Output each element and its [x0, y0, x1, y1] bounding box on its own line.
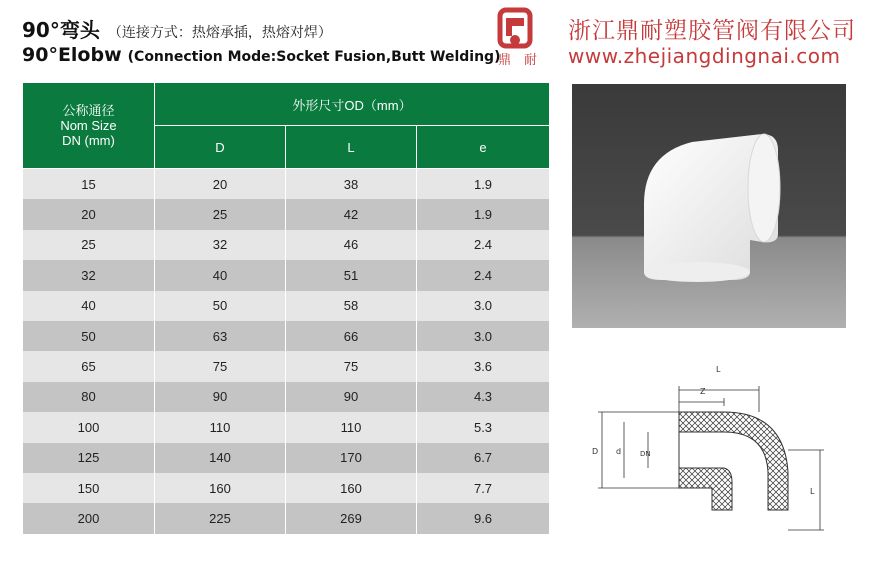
cell-l: 269 [286, 503, 417, 533]
cell-l: 170 [286, 443, 417, 473]
cell-l: 58 [286, 291, 417, 321]
cell-d: 75 [155, 351, 286, 381]
table-row [23, 503, 550, 533]
spec-table [22, 82, 550, 534]
cell-d: 25 [155, 199, 286, 229]
cell-l: 66 [286, 321, 417, 351]
cell-dn: 150 [23, 473, 155, 503]
cell-l: 38 [286, 169, 417, 200]
title-cn-sub: （连接方式：热熔承插，热熔对焊） [107, 25, 332, 41]
cell-d: 63 [155, 321, 286, 351]
drawing-label-d-lower: d [616, 447, 622, 456]
table-row [23, 321, 550, 351]
company-name: 浙江鼎耐塑胶管阀有限公司 [568, 18, 856, 44]
cell-d: 32 [155, 230, 286, 260]
table-row [23, 412, 550, 442]
cell-dn: 65 [23, 351, 155, 381]
title-en-sub: (Connection Mode:Socket Fusion,Butt Welding) [127, 49, 501, 65]
cell-dn: 50 [23, 321, 155, 351]
cell-e: 5.3 [417, 412, 550, 442]
cell-e: 2.4 [417, 230, 550, 260]
cell-e: 9.6 [417, 503, 550, 533]
title-cn-main: 90°弯头 [22, 18, 100, 42]
cell-e: 3.0 [417, 321, 550, 351]
cell-dn: 32 [23, 260, 155, 290]
table-row [23, 382, 550, 412]
drawing-label-dn: DN [640, 450, 651, 458]
col-header-d: D [155, 126, 286, 169]
table-row [23, 291, 550, 321]
cell-e: 1.9 [417, 199, 550, 229]
cell-e: 1.9 [417, 169, 550, 200]
logo-char-1: 鼎 [498, 53, 512, 68]
drawing-label-z: Z [700, 387, 706, 396]
table-row [23, 351, 550, 381]
cell-d: 110 [155, 412, 286, 442]
cell-l: 51 [286, 260, 417, 290]
col-header-e: e [417, 126, 550, 169]
cell-e: 7.7 [417, 473, 550, 503]
logo-char-2: 耐 [524, 53, 538, 68]
company-logo [484, 6, 548, 68]
table-row [23, 230, 550, 260]
drawing-label-l-top: L [716, 365, 721, 374]
cell-e: 4.3 [417, 382, 550, 412]
od-header: 外形尺寸OD（mm） [155, 83, 550, 126]
cell-l: 90 [286, 382, 417, 412]
cell-dn: 200 [23, 503, 155, 533]
cell-l: 46 [286, 230, 417, 260]
drawing-label-d-upper: D [592, 447, 599, 456]
cell-e: 3.6 [417, 351, 550, 381]
cell-dn: 25 [23, 230, 155, 260]
table-body [23, 169, 550, 534]
cell-dn: 125 [23, 443, 155, 473]
drawing-label-l-side: L [810, 487, 815, 496]
nom-size-header [23, 83, 155, 169]
cell-d: 20 [155, 169, 286, 200]
table-row [23, 443, 550, 473]
product-photo [572, 84, 846, 328]
cell-l: 75 [286, 351, 417, 381]
cell-e: 3.0 [417, 291, 550, 321]
cell-d: 225 [155, 503, 286, 533]
cell-d: 140 [155, 443, 286, 473]
nom-header-en: Nom Size [60, 117, 117, 133]
cell-dn: 80 [23, 382, 155, 412]
title-en-main: 90°Elobw [22, 44, 122, 66]
title-chinese [22, 14, 332, 43]
cell-e: 6.7 [417, 443, 550, 473]
nom-header-cn: 公称通径 [62, 102, 115, 118]
cell-d: 90 [155, 382, 286, 412]
cell-l: 160 [286, 473, 417, 503]
website-link[interactable]: www.zhejiangdingnai.com [568, 44, 841, 68]
cell-d: 40 [155, 260, 286, 290]
table-row [23, 199, 550, 229]
cell-d: 160 [155, 473, 286, 503]
cell-dn: 15 [23, 169, 155, 200]
cell-l: 110 [286, 412, 417, 442]
cell-dn: 100 [23, 412, 155, 442]
title-english [22, 44, 500, 66]
table-row [23, 169, 550, 200]
cell-e: 2.4 [417, 260, 550, 290]
cell-l: 42 [286, 199, 417, 229]
cell-dn: 20 [23, 199, 155, 229]
nom-header-dn: DN (mm) [62, 132, 115, 148]
table-row [23, 473, 550, 503]
technical-drawing [584, 360, 834, 540]
table-row [23, 260, 550, 290]
cell-dn: 40 [23, 291, 155, 321]
cell-d: 50 [155, 291, 286, 321]
col-header-l: L [286, 126, 417, 169]
